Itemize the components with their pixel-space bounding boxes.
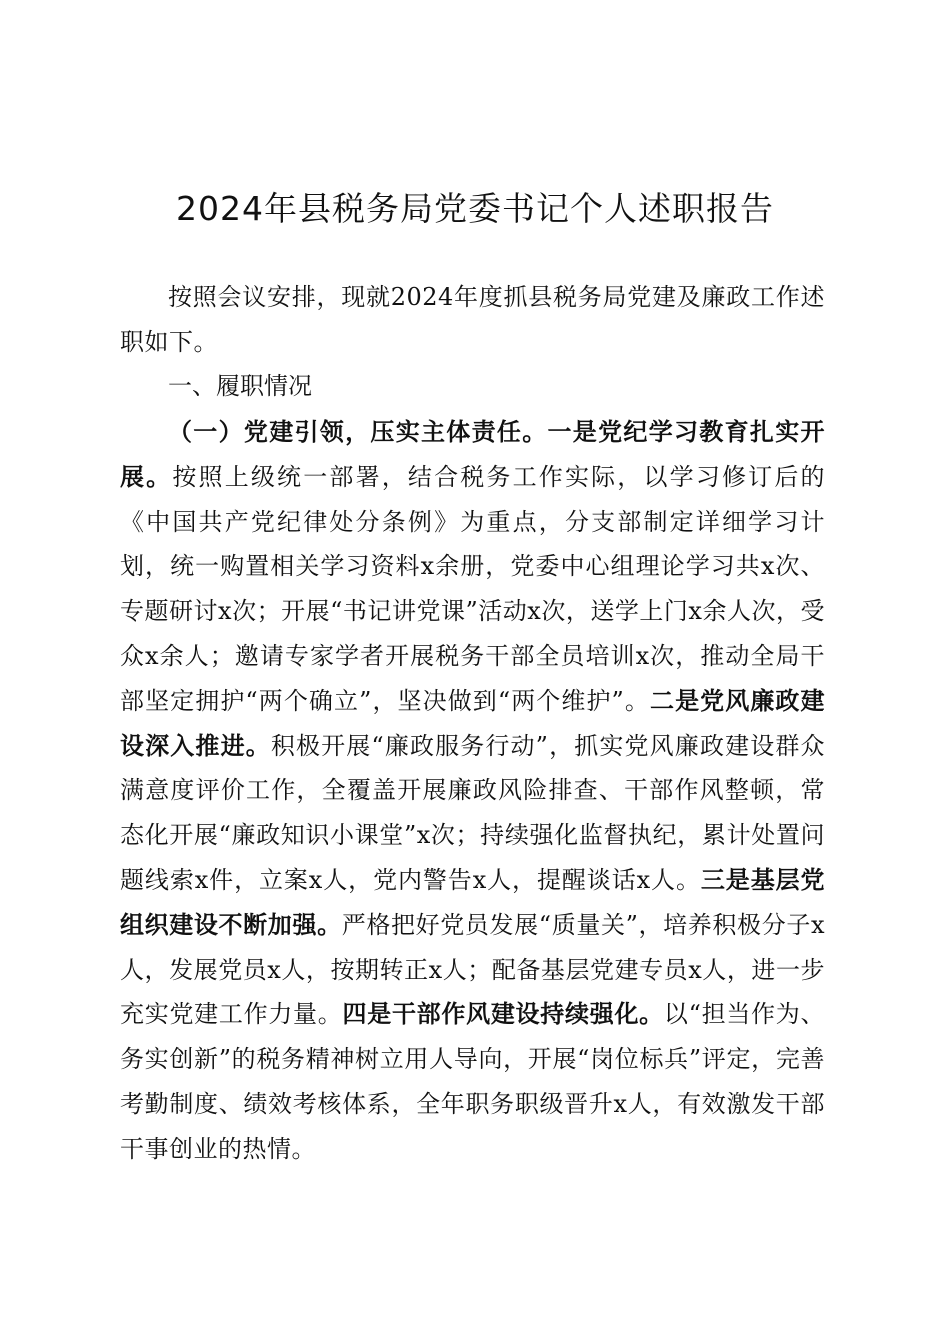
subsection-heading: （一）党建引领，压实主体责任。 — [168, 418, 548, 446]
item-4-lead: 四是干部作风建设持续强化。 — [342, 1000, 664, 1029]
intro-paragraph: 按照会议安排，现就2024年度抓县税务局党建及廉政工作述职如下。 — [120, 283, 825, 356]
item-3-text: 严格把好党员发展“质量关”，培养积极分子x人，发展党员x人，按期转正x人；配备基层党建专员x人，进一步充实党建工作力量。 — [120, 910, 825, 1029]
document-title: 2024年县税务局党委书记个人述职报告 — [176, 189, 774, 228]
section-heading-performance: 一、履职情况 — [168, 372, 312, 400]
item-1-text: 按照上级统一部署，结合税务工作实际，以学习修订后的《中国共产党纪律处分条例》为重点，分支部制定详细学习计划，统一购置相关学习资料x余册，党委中心组理论学习共x次、专题研讨x次；开展“书记讲党课”活动x次，送学上门x余人次，受众x余人；邀请专家学者开展税务干部全员培训x次，推动全局干部坚定拥护“两个确立”，坚决做到“两个维护”。 — [120, 462, 826, 715]
item-2-text: 积极开展“廉政服务行动”，抓实党风廉政建设群众满意度评价工作，全覆盖开展廉政风险排查、干部作风整顿，常态化开展“廉政知识小课堂”x次；持续强化监督执纪，累计处置问题线索x件，立案x人，党内警告x人，提醒谈话x人。 — [120, 731, 826, 894]
item-1-lead: 一是党纪学习教育扎实开展。 — [120, 418, 825, 491]
item-3-lead: 三是基层党组织建设不断加强。 — [120, 865, 826, 939]
subsection-paragraph-party-building — [120, 410, 825, 1172]
item-4-text: 以“担当作为、务实创新”的税务精神树立用人导向，开展“岗位标兵”评定，完善考勤制度、绩效考核体系，全年职务职级晋升x人，有效激发干部干事创业的热情。 — [120, 1000, 825, 1163]
item-2-lead: 二是党风廉政建设深入推进。 — [120, 686, 826, 760]
